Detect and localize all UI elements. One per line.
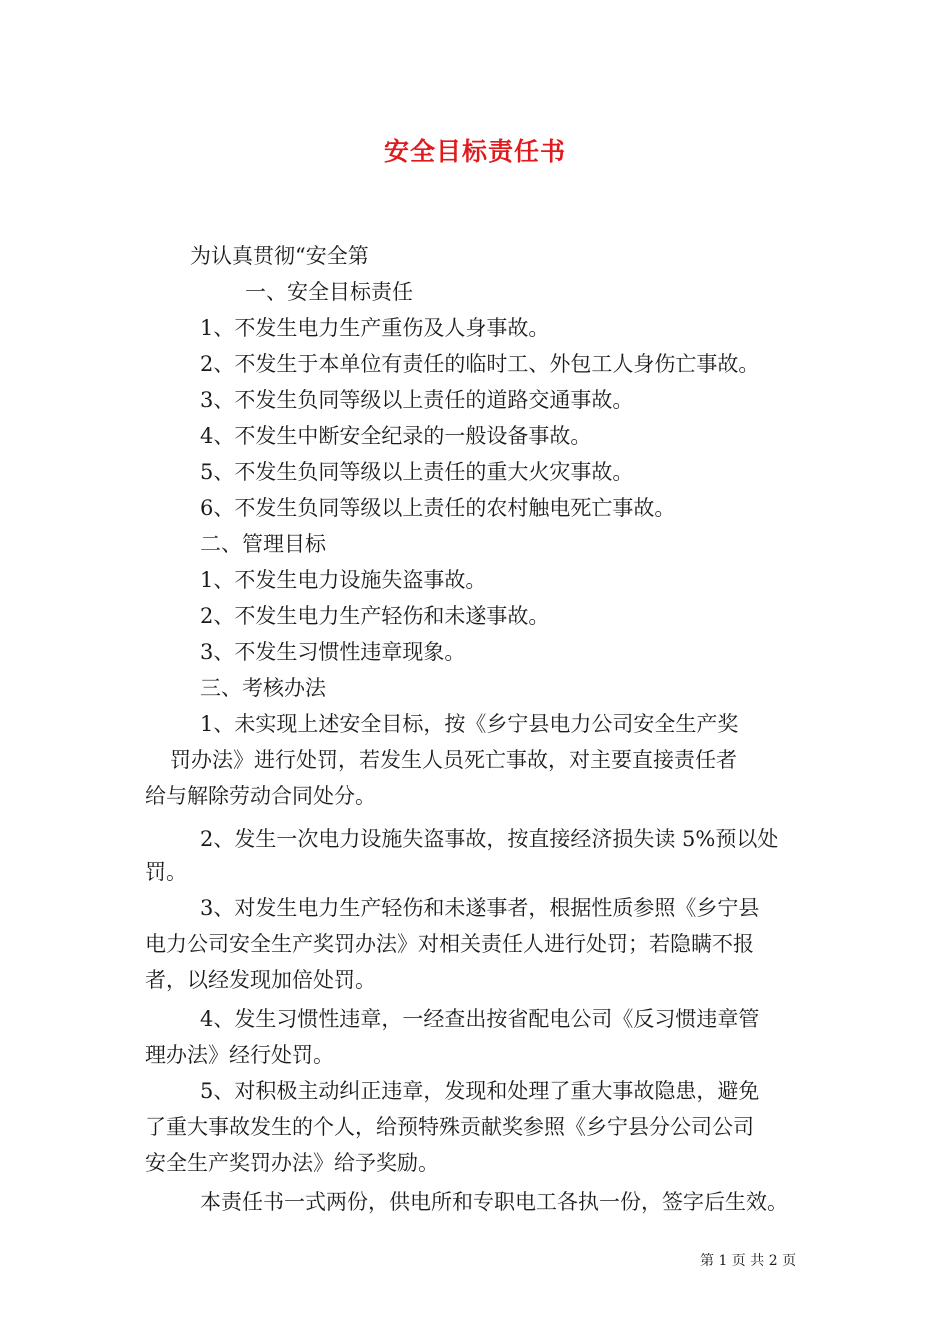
paragraph-line: 理办法》经行处罚。	[145, 1043, 334, 1067]
page-number: 第 1 页 共 2 页	[700, 1253, 797, 1269]
paragraph-line: 安全生产奖罚办法》给予奖励。	[145, 1151, 439, 1175]
paragraph-line: 者，以经发现加倍处罚。	[145, 968, 376, 992]
intro-text: 为认真贯彻“安全第	[190, 244, 369, 268]
paragraph-line: 4、发生习惯性违章，一经查出按省配电公司《反习惯违章管	[200, 1007, 760, 1031]
paragraph-line: 5、对积极主动纠正违章，发现和处理了重大事故隐患，避免	[200, 1079, 760, 1103]
section2-heading: 二、管理目标	[200, 532, 326, 556]
section3-heading: 三、考核办法	[200, 676, 326, 700]
paragraph-line: 罚办法》进行处罚，若发生人员死亡事故，对主要直接责任者	[170, 748, 737, 772]
paragraph-line: 3、对发生电力生产轻伤和未遂事者，根据性质参照《乡宁县	[200, 896, 760, 920]
list-item: 2、不发生于本单位有责任的临时工、外包工人身伤亡事故。	[200, 352, 760, 376]
list-item: 5、不发生负同等级以上责任的重大火灾事故。	[200, 460, 634, 484]
paragraph-line: 给与解除劳动合同处分。	[145, 784, 376, 808]
list-item: 1、不发生电力生产重伤及人身事故。	[200, 316, 550, 340]
paragraph-line: 了重大事故发生的个人，给预特殊贡献奖参照《乡宁县分公司公司	[145, 1115, 754, 1139]
section1-heading: 一、安全目标责任	[245, 280, 413, 304]
document-title: 安全目标责任书	[383, 137, 566, 166]
paragraph-line: 电力公司安全生产奖罚办法》对相关责任人进行处罚；若隐瞒不报	[145, 932, 754, 956]
list-item: 3、不发生负同等级以上责任的道路交通事故。	[200, 388, 634, 412]
paragraph-line: 2、发生一次电力设施失盗事故，按直接经济损失读 5%预以处	[200, 827, 779, 851]
list-item: 2、不发生电力生产轻伤和未遂事故。	[200, 604, 550, 628]
list-item: 6、不发生负同等级以上责任的农村触电死亡事故。	[200, 496, 676, 520]
paragraph-line: 罚。	[145, 860, 187, 884]
list-item: 1、不发生电力设施失盗事故。	[200, 568, 487, 592]
list-item: 3、不发生习惯性违章现象。	[200, 640, 466, 664]
closing-text: 本责任书一式两份，供电所和专职电工各执一份，签字后生效。	[200, 1190, 788, 1214]
paragraph-line: 1、未实现上述安全目标，按《乡宁县电力公司安全生产奖	[200, 712, 739, 736]
list-item: 4、不发生中断安全纪录的一般设备事故。	[200, 424, 592, 448]
